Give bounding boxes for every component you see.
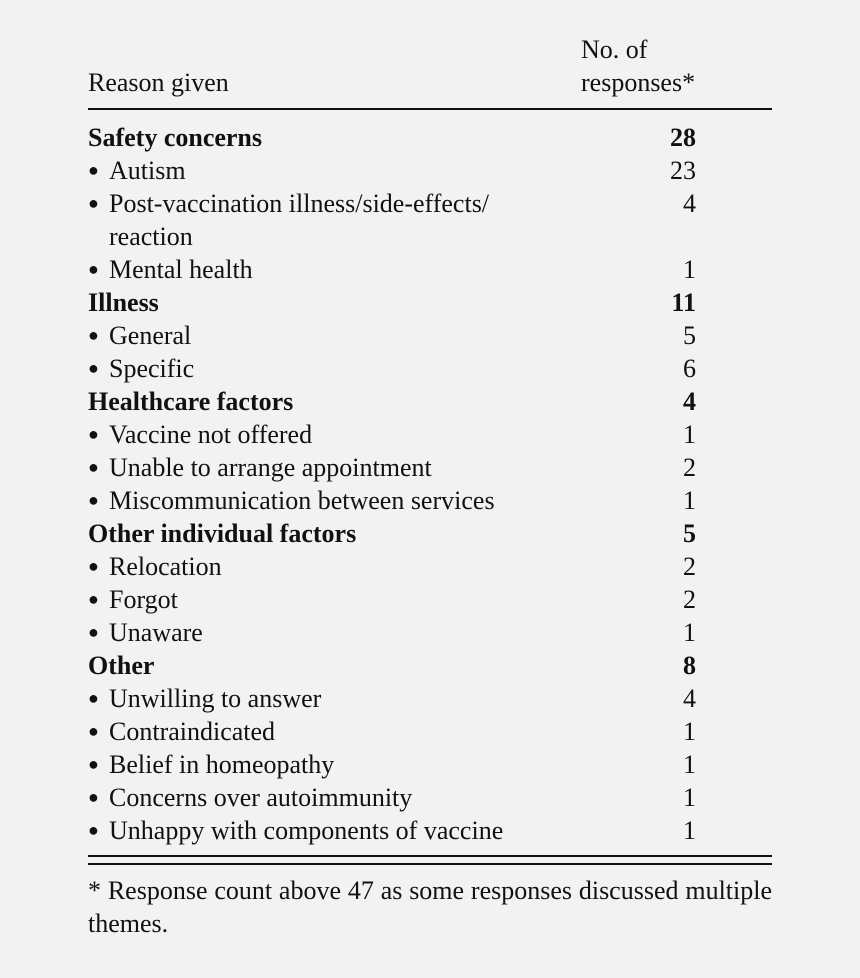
item-label: Vaccine not offered xyxy=(109,420,313,449)
category-count: 28 xyxy=(670,123,696,152)
item-count: 1 xyxy=(683,717,696,746)
item-label: Specific xyxy=(109,354,195,383)
table-row xyxy=(88,715,772,748)
table-row xyxy=(88,451,772,484)
item-label: Mental health xyxy=(109,255,253,284)
item-count: 1 xyxy=(683,816,696,845)
table-row xyxy=(88,616,772,649)
item-label: Unhappy with components of vaccine xyxy=(109,816,504,845)
count-header-line1: No. of xyxy=(581,35,648,64)
table-body xyxy=(88,121,772,847)
bottom-rule-2 xyxy=(88,863,772,865)
table-row xyxy=(88,814,772,847)
bullet-icon: ● xyxy=(88,556,99,576)
bullet-icon: ● xyxy=(88,490,99,510)
item-label: Belief in homeopathy xyxy=(109,750,335,779)
category-row xyxy=(88,121,772,154)
count-header-line2: responses* xyxy=(581,68,696,97)
bullet-icon: ● xyxy=(88,721,99,741)
category-label: Safety concerns xyxy=(88,123,263,152)
item-count: 23 xyxy=(670,156,696,185)
item-count: 6 xyxy=(683,354,696,383)
bullet-icon: ● xyxy=(88,160,99,180)
item-label: Unwilling to answer xyxy=(109,684,322,713)
bullet-icon: ● xyxy=(88,622,99,642)
bullet-icon: ● xyxy=(88,424,99,444)
item-count: 1 xyxy=(683,618,696,647)
category-row xyxy=(88,649,772,682)
category-row xyxy=(88,385,772,418)
reason-column-header: Reason given xyxy=(88,68,229,97)
item-count: 1 xyxy=(683,750,696,779)
table-row xyxy=(88,253,772,286)
item-count: 1 xyxy=(683,486,696,515)
bullet-icon: ● xyxy=(88,589,99,609)
item-label: Post-vaccination illness/side-effects/ reaction xyxy=(109,189,490,251)
category-label: Other xyxy=(88,651,155,680)
item-count: 1 xyxy=(683,420,696,449)
category-count: 4 xyxy=(683,387,696,416)
header-rule xyxy=(88,108,772,110)
bottom-rule-1 xyxy=(88,855,772,857)
item-count: 2 xyxy=(683,552,696,581)
category-row xyxy=(88,517,772,550)
item-label: Miscommunication between services xyxy=(109,486,495,515)
category-count: 5 xyxy=(683,519,696,548)
count-column-header xyxy=(581,33,695,99)
category-label: Illness xyxy=(88,288,159,317)
bullet-icon: ● xyxy=(88,457,99,477)
table-row xyxy=(88,187,772,253)
table-row xyxy=(88,418,772,451)
table-row xyxy=(88,583,772,616)
category-count: 8 xyxy=(683,651,696,680)
table-row xyxy=(88,550,772,583)
item-label: Unable to arrange appointment xyxy=(109,453,432,482)
item-label: Concerns over autoimmunity xyxy=(109,783,413,812)
item-count: 1 xyxy=(683,255,696,284)
table-row xyxy=(88,484,772,517)
table-row xyxy=(88,781,772,814)
item-label: Contraindicated xyxy=(109,717,276,746)
item-count: 4 xyxy=(683,189,696,218)
category-row xyxy=(88,286,772,319)
item-label: Autism xyxy=(109,156,186,185)
category-label: Other individual factors xyxy=(88,519,357,548)
table-row xyxy=(88,319,772,352)
category-label: Healthcare factors xyxy=(88,387,294,416)
item-label: General xyxy=(109,321,192,350)
item-label: Forgot xyxy=(109,585,178,614)
item-count: 5 xyxy=(683,321,696,350)
category-count: 11 xyxy=(671,288,696,317)
item-label: Unaware xyxy=(109,618,203,647)
table-row xyxy=(88,154,772,187)
item-count: 4 xyxy=(683,684,696,713)
item-count: 2 xyxy=(683,585,696,614)
item-label: Relocation xyxy=(109,552,222,581)
table-row xyxy=(88,682,772,715)
table-row xyxy=(88,352,772,385)
item-count: 2 xyxy=(683,453,696,482)
bullet-icon: ● xyxy=(88,754,99,774)
table-footnote: * Response count above 47 as some responses discussed multiple themes. xyxy=(88,876,772,938)
bullet-icon: ● xyxy=(88,259,99,279)
bullet-icon: ● xyxy=(88,820,99,840)
bullet-icon: ● xyxy=(88,325,99,345)
bullet-icon: ● xyxy=(88,358,99,378)
table-row xyxy=(88,748,772,781)
item-count: 1 xyxy=(683,783,696,812)
bullet-icon: ● xyxy=(88,193,99,213)
bullet-icon: ● xyxy=(88,688,99,708)
bullet-icon: ● xyxy=(88,787,99,807)
